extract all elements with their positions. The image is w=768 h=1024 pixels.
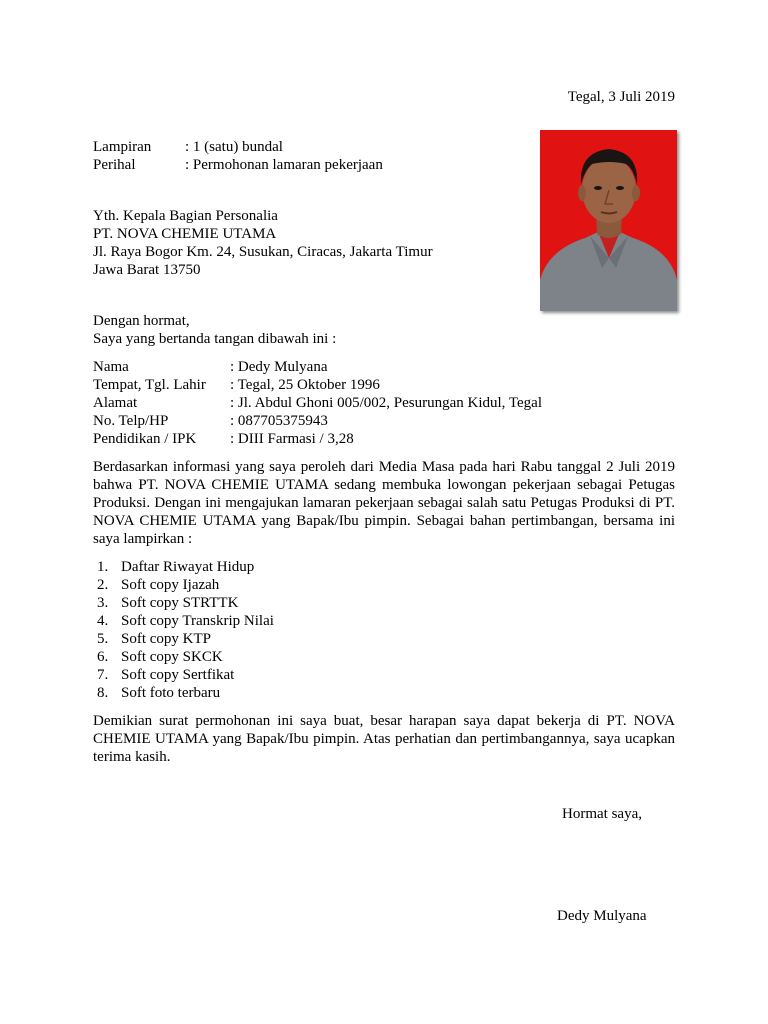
meta-label: Perihal	[93, 157, 136, 173]
detail-label: No. Telp/HP	[93, 413, 169, 429]
list-number: 5.	[97, 631, 109, 647]
list-number: 4.	[97, 613, 109, 629]
list-number: 8.	[97, 685, 109, 701]
applicant-photo	[540, 130, 677, 311]
signer-name: Dedy Mulyana	[557, 908, 647, 924]
list-text: Soft copy Ijazah	[121, 577, 220, 593]
recipient-line: Yth. Kepala Bagian Personalia	[93, 208, 278, 224]
detail-value: : Tegal, 25 Oktober 1996	[230, 377, 380, 393]
detail-label: Pendidikan / IPK	[93, 431, 197, 447]
list-number: 1.	[97, 559, 109, 575]
meta-label: Lampiran	[93, 139, 152, 155]
body-paragraph: Berdasarkan informasi yang saya peroleh dari Media Masa pada hari Rabu tanggal 2 Juli 2019 bahwa PT. NOVA CHEMIE UTAMA sedang membuka lowongan pekerjaan sebagai Petugas Produksi. Dengan ini mengajukan lamaran pekerjaan sebagai salah satu Petugas Produksi di PT. NOVA CHEMIE UTAMA yang Bapak/Ibu pimpin. Sebagai bahan pertimbangan, bersama ini saya lampirkan :	[93, 459, 675, 547]
list-number: 3.	[97, 595, 109, 611]
letter-date: Tegal, 3 Juli 2019	[567, 89, 675, 105]
detail-value: : 087705375943	[230, 413, 328, 429]
list-number: 2.	[97, 577, 109, 593]
closing-paragraph: Demikian surat permohonan ini saya buat, besar harapan saya dapat bekerja di PT. NOVA CHEMIE UTAMA yang Bapak/Ibu pimpin. Atas perhatian dan pertimbangannya, saya ucapkan terima kasih.	[93, 713, 675, 765]
list-number: 7.	[97, 667, 109, 683]
detail-label: Tempat, Tgl. Lahir	[93, 377, 206, 393]
person-portrait-icon	[540, 130, 677, 311]
meta-value: : 1 (satu) bundal	[185, 139, 283, 155]
meta-block	[93, 138, 513, 178]
list-text: Soft copy STRTTK	[121, 595, 239, 611]
detail-value: : Jl. Abdul Ghoni 005/002, Pesurungan Kidul, Tegal	[230, 395, 542, 411]
list-text: Soft copy Sertfikat	[121, 667, 235, 683]
recipient-line: Jawa Barat 13750	[93, 262, 201, 278]
recipient-block	[93, 207, 513, 279]
recipient-line: Jl. Raya Bogor Km. 24, Susukan, Ciracas, Jakarta Timur	[93, 244, 433, 260]
list-text: Soft foto terbaru	[121, 685, 221, 701]
list-text: Soft copy Transkrip Nilai	[121, 613, 274, 629]
list-number: 6.	[97, 649, 109, 665]
detail-label: Nama	[93, 359, 129, 375]
detail-value: : Dedy Mulyana	[230, 359, 328, 375]
recipient-line: PT. NOVA CHEMIE UTAMA	[93, 226, 277, 242]
meta-value: : Permohonan lamaran pekerjaan	[185, 157, 383, 173]
list-text: Daftar Riwayat Hidup	[121, 559, 255, 575]
list-text: Soft copy KTP	[121, 631, 211, 647]
detail-label: Alamat	[93, 395, 138, 411]
intro-text: Saya yang bertanda tangan dibawah ini :	[93, 331, 337, 347]
sign-off: Hormat saya,	[562, 806, 642, 822]
details-block	[93, 358, 675, 448]
list-text: Soft copy SKCK	[121, 649, 223, 665]
detail-value: : DIII Farmasi / 3,28	[230, 431, 354, 447]
greeting: Dengan hormat,	[93, 313, 190, 329]
